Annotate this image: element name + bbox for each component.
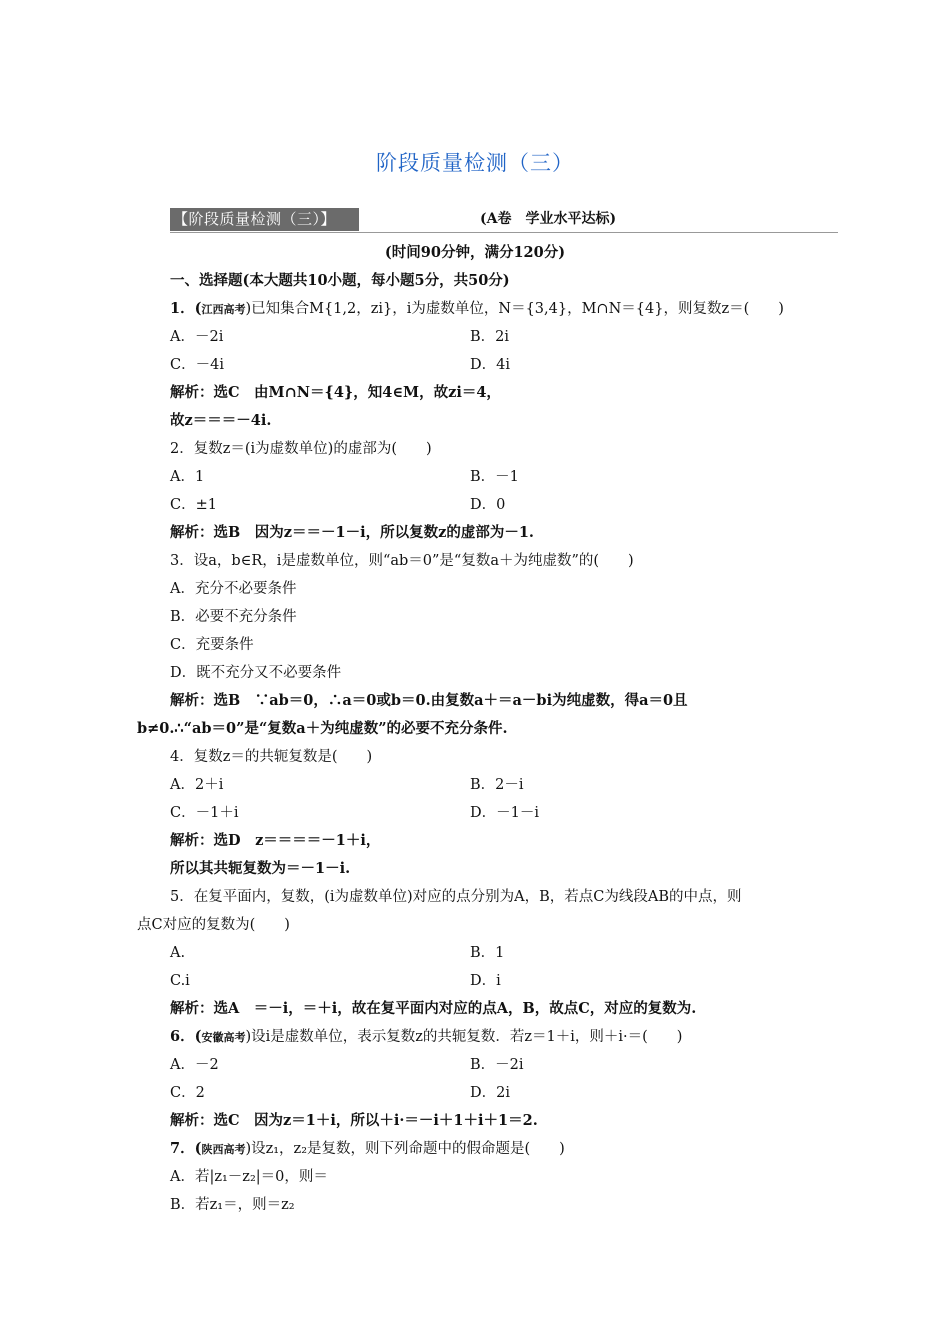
q3-answer: 解析：选B ∵ab＝0，∴a＝0或b＝0.由复数a＋＝a－bi为纯虚数，得a＝0且 bbox=[170, 692, 688, 709]
q1-option-a: A．－2i bbox=[170, 329, 224, 345]
q7-option-a: A．若|z₁－z₂|＝0，则＝ bbox=[170, 1169, 328, 1185]
question-6 bbox=[170, 1027, 682, 1048]
q7-text: )设z₁，z₂是复数，则下列命题中的假命题是( ) bbox=[245, 1141, 565, 1157]
q6-prefix: 6．( bbox=[170, 1028, 202, 1045]
q7-option-b: B．若z₁＝，则＝z₂ bbox=[170, 1197, 295, 1213]
q6-option-c: C．2 bbox=[170, 1085, 205, 1101]
band-subtitle: (A卷 学业水平达标) bbox=[480, 211, 617, 227]
q6-option-b: B．－2i bbox=[470, 1057, 524, 1073]
section-band bbox=[170, 208, 838, 234]
q6-source: 安徽高考 bbox=[201, 1031, 246, 1044]
q5-option-c: C.i bbox=[170, 973, 190, 989]
q4-option-a: A．2＋i bbox=[170, 777, 224, 793]
page-title: 阶段质量检测（三） bbox=[376, 151, 574, 175]
q5-option-b: B．1 bbox=[470, 945, 505, 961]
q7-prefix: 7．( bbox=[170, 1140, 202, 1157]
q2-answer: 解析：选B 因为z＝＝－1－i，所以复数z的虚部为－1. bbox=[170, 524, 534, 541]
q1-prefix: 1．( bbox=[170, 300, 202, 317]
q1-text: )已知集合M{1,2，zi}，i为虚数单位，N＝{3,4}，M∩N＝{4}，则复数z＝( ) bbox=[245, 301, 784, 317]
q2-option-b: B．－1 bbox=[470, 469, 519, 485]
question-7 bbox=[170, 1139, 565, 1160]
q5-option-d: D．i bbox=[470, 973, 501, 989]
q3-option-a: A．充分不必要条件 bbox=[170, 581, 297, 597]
q4-option-b: B．2－i bbox=[470, 777, 524, 793]
band-tag: 【阶段质量检测（三）】 bbox=[170, 208, 359, 231]
q4-option-c: C．－1＋i bbox=[170, 805, 239, 821]
q1-option-c: C．－4i bbox=[170, 357, 224, 373]
question-2: 2．复数z＝(i为虚数单位)的虚部为( ) bbox=[170, 441, 432, 457]
q1-answer: 解析：选C 由M∩N＝{4}，知4∈M，故zi＝4， bbox=[170, 384, 501, 401]
time-note: (时间90分钟，满分120分) bbox=[384, 244, 566, 261]
q1-option-d: D．4i bbox=[470, 357, 510, 373]
q2-option-c: C．±1 bbox=[170, 497, 217, 513]
question-3: 3．设a，b∈R，i是虚数单位，则“ab＝0”是“复数a＋为纯虚数”的( ) bbox=[170, 553, 634, 569]
q2-option-a: A．1 bbox=[170, 469, 205, 485]
q3-option-b: B．必要不充分条件 bbox=[170, 609, 297, 625]
q1-option-b: B．2i bbox=[470, 329, 510, 345]
question-5-cont: 点C对应的复数为( ) bbox=[137, 917, 290, 933]
q3-option-c: C．充要条件 bbox=[170, 637, 254, 653]
q1-source: 江西高考 bbox=[201, 303, 246, 316]
q4-answer: 解析：选D z＝＝＝＝－1＋i， bbox=[170, 832, 381, 849]
question-5: 5．在复平面内，复数，(i为虚数单位)对应的点分别为A，B，若点C为线段AB的中点，则 bbox=[170, 889, 742, 905]
band-rule bbox=[170, 232, 838, 233]
q1-answer-cont: 故z＝＝＝－4i. bbox=[170, 412, 272, 429]
q6-answer: 解析：选C 因为z＝1＋i，所以＋i·＝－i＋1＋i＋1＝2. bbox=[170, 1112, 538, 1129]
q4-answer-cont: 所以其共轭复数为＝－1－i. bbox=[170, 860, 351, 877]
q3-answer-cont: b≠0.∴“ab＝0”是“复数a＋为纯虚数”的必要不充分条件. bbox=[137, 720, 508, 737]
q5-answer: 解析：选A ＝－i，＝＋i，故在复平面内对应的点A，B，故点C，对应的复数为. bbox=[170, 1000, 697, 1017]
q5-option-a: A. bbox=[170, 945, 186, 961]
q6-option-d: D．2i bbox=[470, 1085, 510, 1101]
question-4: 4．复数z＝的共轭复数是( ) bbox=[170, 749, 373, 765]
q6-option-a: A．－2 bbox=[170, 1057, 219, 1073]
q4-option-d: D．－1－i bbox=[470, 805, 539, 821]
question-1 bbox=[170, 299, 784, 320]
q6-text: )设i是虚数单位，表示复数z的共轭复数．若z＝1＋i，则＋i·＝( ) bbox=[245, 1029, 683, 1045]
section-heading: 一、选择题(本大题共10小题，每小题5分，共50分) bbox=[170, 272, 510, 289]
q2-option-d: D．0 bbox=[470, 497, 506, 513]
q3-option-d: D．既不充分又不必要条件 bbox=[170, 665, 342, 681]
q7-source: 陕西高考 bbox=[201, 1143, 246, 1156]
